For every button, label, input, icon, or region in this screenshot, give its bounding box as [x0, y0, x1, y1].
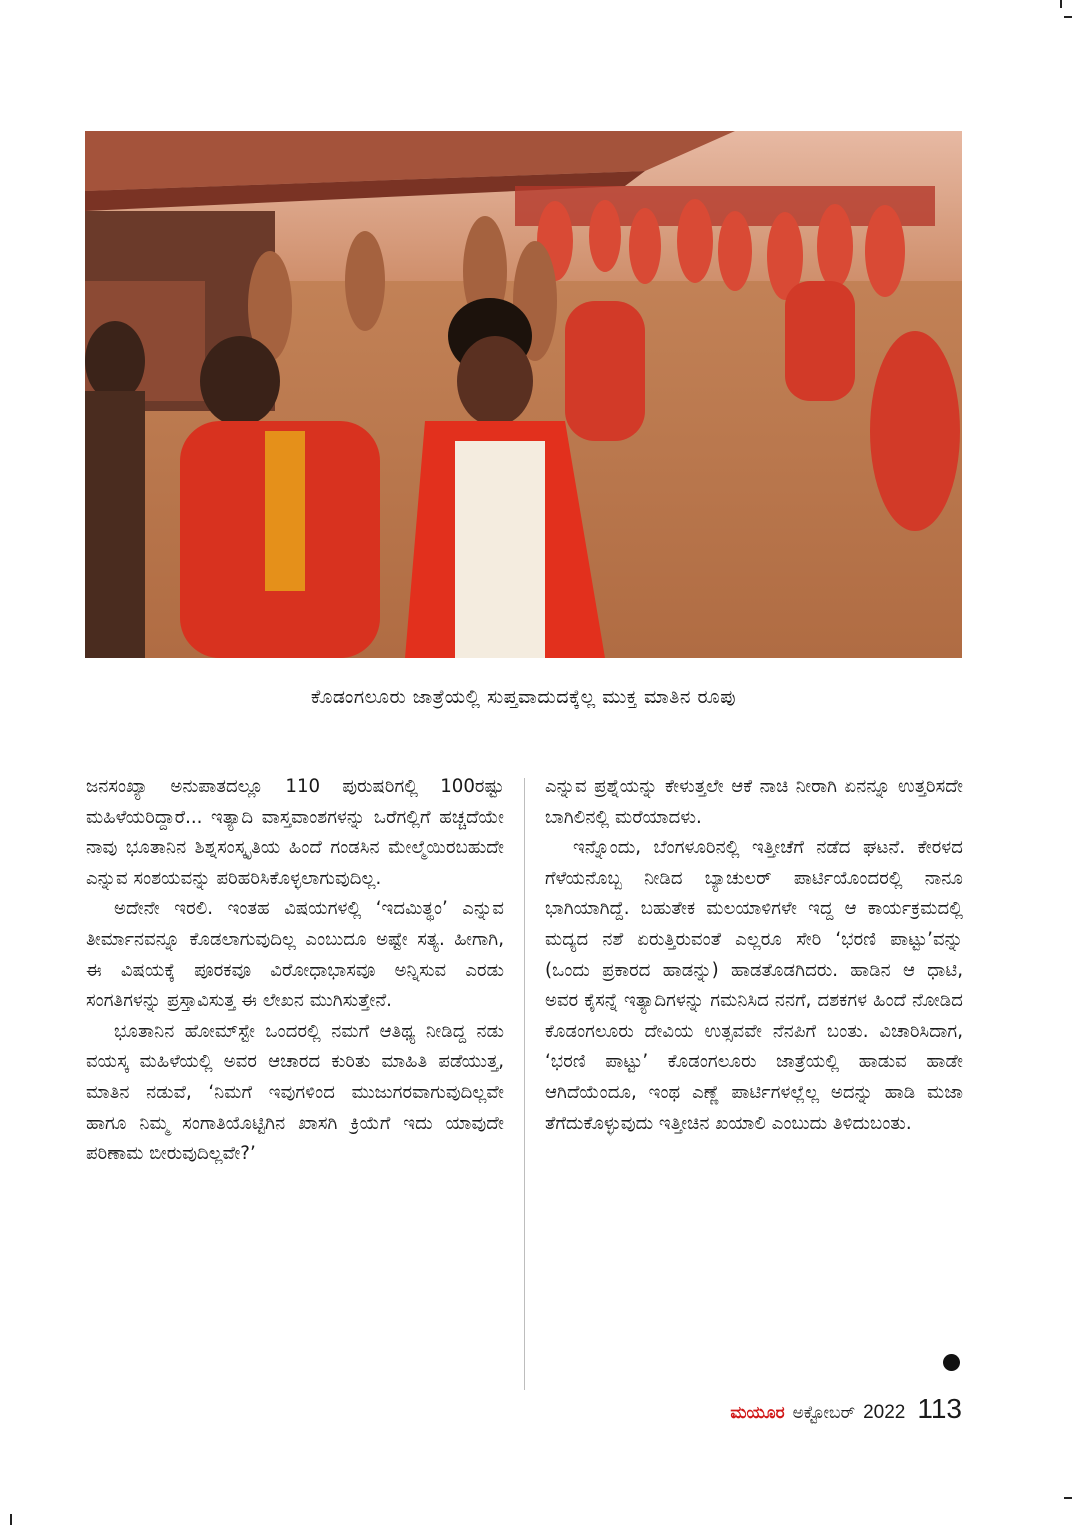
article-column-left	[86, 772, 504, 1170]
issue-month: ಅಕ್ಟೋಬರ್	[792, 1403, 856, 1423]
issue-year: 2022	[863, 1402, 906, 1423]
crop-mark-right-top	[1064, 16, 1072, 18]
paragraph: ಎನ್ನುವ ಪ್ರಶ್ನೆಯನ್ನು ಕೇಳುತ್ತಲೇ ಆಕೆ ನಾಚಿ ನೀರಾಗಿ ಏನನ್ನೂ ಉತ್ತರಿಸದೇ ಬಾಗಿಲಿನಲ್ಲಿ ಮರೆಯಾದಳು.	[545, 776, 963, 828]
page-number: 113	[917, 1393, 962, 1424]
magazine-brand-logo: ಮಯೂರ	[730, 1403, 785, 1423]
crop-mark-top-right	[1060, 0, 1062, 8]
photo-caption: ಕೊಡಂಗಲೂರು ಜಾತ್ರೆಯಲ್ಲಿ ಸುಪ್ತವಾದುದಕ್ಕೆಲ್ಲ ಮುಕ್ತ ಮಾತಿನ ರೂಪು	[310, 686, 737, 708]
paragraph: ಇನ್ನೊಂದು, ಬೆಂಗಳೂರಿನಲ್ಲಿ ಇತ್ತೀಚೆಗೆ ನಡೆದ ಘಟನೆ. ಕೇರಳದ ಗೆಳೆಯನೊಬ್ಬ ನೀಡಿದ ಬ್ಯಾಚುಲರ್ ಪಾರ್ಟಿಯೊಂದರಲ್ಲಿ ನಾನೂ ಭಾಗಿಯಾಗಿದ್ದೆ. ಬಹುತೇಕ ಮಲಯಾಳಿಗಳೇ ಇದ್ದ ಆ ಕಾರ್ಯಕ್ರಮದಲ್ಲಿ ಮದ್ಯದ ನಶೆ ಏರುತ್ತಿರುವಂತೆ ಎಲ್ಲರೂ ಸೇರಿ ‘ಭರಣಿ ಪಾಟ್ಟು’ವನ್ನು (ಒಂದು ಪ್ರಕಾರದ ಹಾಡನ್ನು) ಹಾಡತೊಡಗಿದರು. ಹಾಡಿನ ಆ ಧಾಟಿ, ಅವರ ಕೈಸನ್ನೆ ಇತ್ಯಾದಿಗಳನ್ನು ಗಮನಿಸಿದ ನನಗೆ, ದಶಕಗಳ ಹಿಂದೆ ನೋಡಿದ ಕೊಡಂಗಲೂರು ದೇವಿಯ ಉತ್ಸವವೇ ನೆನಪಿಗೆ ಬಂತು. ವಿಚಾರಿಸಿದಾಗ, ‘ಭರಣಿ ಪಾಟ್ಟು’ ಕೊಡಂಗಲೂರು ಜಾತ್ರೆಯಲ್ಲಿ ಹಾಡುವ ಹಾಡೇ ಆಗಿದೆಯೆಂದೂ, ಇಂಥ ಎಣ್ಣೆ ಪಾರ್ಟಿಗಳಲ್ಲೆಲ್ಲ ಅದನ್ನು ಹಾಡಿ ಮಜಾ ತೆಗೆದುಕೊಳ್ಳುವುದು ಇತ್ತೀಚಿನ ಖಯಾಲಿ ಎಂಬುದು ತಿಳಿದುಬಂತು.	[545, 837, 963, 1134]
crop-mark-right-bottom	[1064, 1497, 1072, 1499]
column-divider	[524, 778, 525, 1390]
article-column-right	[545, 772, 963, 1139]
crop-mark-bottom-left	[10, 1514, 12, 1525]
paragraph: ಅದೇನೇ ಇರಲಿ. ಇಂತಹ ವಿಷಯಗಳಲ್ಲಿ ‘ಇದಮಿತ್ಥಂ’ ಎನ್ನುವ ತೀರ್ಮಾನವನ್ನೂ ಕೊಡಲಾಗುವುದಿಲ್ಲ ಎಂಬುದೂ ಅಷ್ಟೇ ಸತ್ಯ. ಹೀಗಾಗಿ, ಈ ವಿಷಯಕ್ಕೆ ಪೂರಕವೂ ವಿರೋಧಾಭಾಸವೂ ಅನ್ನಿಸುವ ಎರಡು ಸಂಗತಿಗಳನ್ನು ಪ್ರಸ್ತಾವಿಸುತ್ತ ಈ ಲೇಖನ ಮುಗಿಸುತ್ತೇನೆ.	[86, 898, 504, 1012]
article-end-bullet-icon	[943, 1354, 960, 1371]
paragraph: ಭೂತಾನಿನ ಹೋಮ್‌ಸ್ಟೇ ಒಂದರಲ್ಲಿ ನಮಗೆ ಆತಿಥ್ಯ ನೀಡಿದ್ದ ನಡು ವಯಸ್ಕ ಮಹಿಳೆಯಲ್ಲಿ ಅವರ ಆಚಾರದ ಕುರಿತು ಮಾಹಿತಿ ಪಡೆಯುತ್ತ, ಮಾತಿನ ನಡುವೆ, ‘ನಿಮಗೆ ಇವುಗಳಿಂದ ಮುಜುಗರವಾಗುವುದಿಲ್ಲವೇ ಹಾಗೂ ನಿಮ್ಮ ಸಂಗಾತಿಯೊಟ್ಟಿಗಿನ ಖಾಸಗಿ ಕ್ರಿಯೆಗೆ ಇದು ಯಾವುದೇ ಪರಿಣಾಮ ಬೀರುವುದಿಲ್ಲವೇ?’	[86, 1020, 504, 1165]
festival-procession-photo-icon	[85, 131, 962, 658]
paragraph: ಜನಸಂಖ್ಯಾ ಅನುಪಾತದಲ್ಲೂ 110 ಪುರುಷರಿಗಲ್ಲಿ 100ರಷ್ಟು ಮಹಿಳೆಯರಿದ್ದಾರೆ... ಇತ್ಯಾದಿ ವಾಸ್ತವಾಂಶಗಳನ್ನು ಒರೆಗಲ್ಲಿಗೆ ಹಚ್ಚದೆಯೇ ನಾವು ಭೂತಾನಿನ ಶಿಶ್ನಸಂಸ್ಕೃತಿಯ ಹಿಂದೆ ಗಂಡಸಿನ ಮೇಲ್ಮೆಯಿರಬಹುದೇ ಎನ್ನುವ ಸಂಶಯವನ್ನು ಪರಿಹರಿಸಿಕೊಳ್ಳಲಾಗುವುದಿಲ್ಲ.	[86, 776, 504, 889]
festival-photo	[85, 131, 962, 658]
page-footer	[730, 1393, 962, 1425]
